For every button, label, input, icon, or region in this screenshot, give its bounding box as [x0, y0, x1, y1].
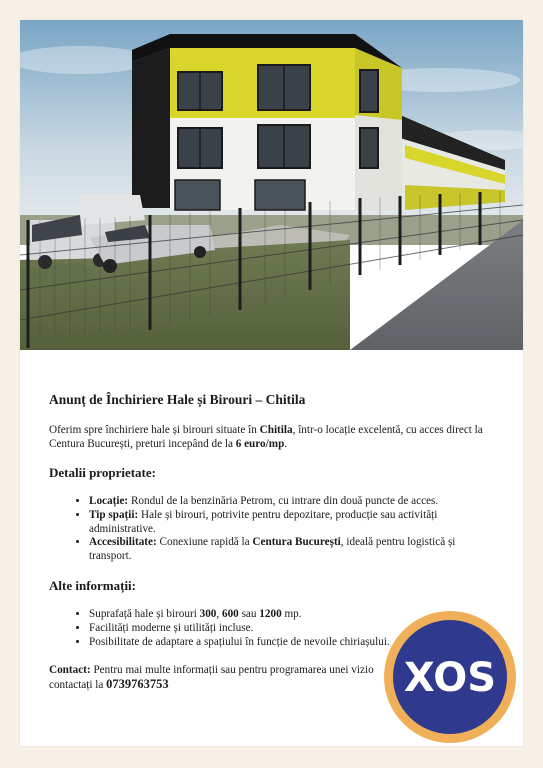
detail-text: Hale și birouri, potrivite pentru depozitare, producție sau activități administrative. [89, 508, 438, 535]
intro-text-2: , într-o locație excelentă, cu acces direct la Centura București, preturi incepând de la [49, 424, 483, 450]
detail-label: Accesibilitate: [89, 536, 157, 549]
contact-text: Pentru mai multe informații sau pentru programarea unei vizio [90, 664, 374, 677]
intro-paragraph [49, 423, 499, 451]
detail-label: Locație: [89, 495, 129, 507]
detail-text: Rondul de la benzinăria Petrom, cu intrare din două puncte de acces. [128, 495, 439, 507]
info-text: Suprafață hale și birouri [89, 607, 200, 620]
intro-price: 6 euro/mp [235, 438, 285, 450]
xos-logo [382, 609, 518, 745]
list-item [89, 509, 499, 537]
list-item [89, 495, 499, 509]
intro-text-1: Oferim spre închiriere hale și birouri situate în [49, 424, 260, 436]
area-1200: 1200 [259, 607, 282, 620]
detail-text: Conexiune rapidă la [156, 536, 253, 549]
detail-text: , ideală pentru logistică și transport. [89, 536, 456, 563]
area-600: 600 [221, 607, 239, 620]
info-text: Posibilitate de adaptare a spațiului în funcție de nevoile chiriașului. [89, 635, 390, 648]
building-rendering-image [20, 20, 523, 350]
info-text: , [216, 607, 222, 620]
details-heading: Detalii proprietate: [49, 465, 156, 480]
logo-text: XOS [403, 655, 497, 701]
list-item [89, 536, 499, 564]
phone-number[interactable]: 0739763753 [106, 677, 169, 692]
intro-location: Chitila [259, 424, 293, 436]
details-list [49, 495, 499, 564]
contact-label: Contact: [49, 664, 91, 677]
other-info-heading: Alte informații: [49, 577, 137, 593]
info-text: sau [238, 607, 260, 620]
contact-text-2: contactați la [49, 679, 107, 692]
page-title: Anunț de Închiriere Hale și Birouri – Chitila [49, 392, 306, 407]
info-text: mp. [281, 607, 302, 620]
area-300: 300 [199, 607, 217, 620]
info-text: Facilități moderne și utilități incluse. [89, 621, 254, 634]
intro-text-3: . [284, 438, 288, 450]
detail-highlight: Centura București [252, 536, 341, 549]
detail-label: Tip spații: [89, 508, 139, 521]
